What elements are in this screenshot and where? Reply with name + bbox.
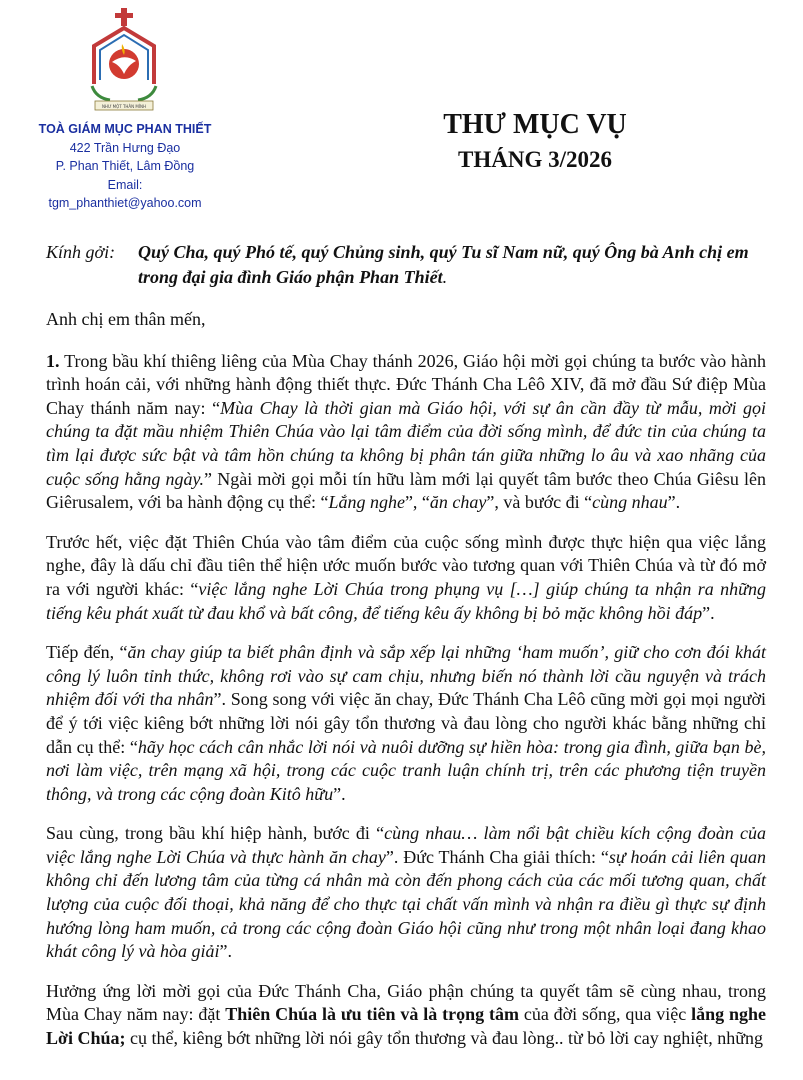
letter-title-block	[400, 106, 670, 176]
p1-quote: Mùa Chay là thời gian mà Giáo hội, với sự ân cần đầy từ mẫu, mời gọi chúng ta đặt mầu nhiệm Thiên Chúa vào lại tâm điểm của đời sống mình, để đức tin của chúng ta tìm lại được sức bật và tâm hồn chúng ta không bị phân tán giữa những lo âu và xao nhãng của cuộc sống hằng ngày.	[46, 397, 766, 489]
p1-text-e: ”.	[667, 492, 681, 513]
paragraph-2	[46, 531, 766, 625]
letter-title: THƯ MỤC VỤ	[443, 109, 627, 140]
leaves-icon	[92, 86, 156, 100]
p3-text-b: ”. Song song với việc ăn chay, Đức Thánh Cha Lêô cũng mời gọi mọi người để ý tới việc kiêng bớt những lời nói gây tổn thương và đau lòng cho người khác bằng những chỉ dẫn cụ thể: “	[46, 689, 766, 757]
p5-bold-2: lắng nghe Lời Chúa;	[46, 1004, 766, 1049]
p3-quote-2: hãy học cách cân nhắc lời nói và nuôi dưỡng sự hiền hòa: trong gia đình, giữa bạn bè, nơi làm việc, trên mạng xã hội, trong các cuộc tranh luận chính trị, trên các phương tiện truyền thông, và trong các cộng đoàn Kitô hữu	[46, 736, 766, 804]
sender-address: 422 Trần Hưng Đạo	[69, 140, 181, 155]
p1-text-d: ”, và bước đi “	[486, 492, 593, 513]
paragraph-5	[46, 980, 766, 1051]
p2-quote: việc lắng nghe Lời Chúa trong phụng vụ […] giúp chúng ta nhận ra những tiếng kêu phát xuất từ đau khổ và bất công, để tiếng kêu ấy không bị bỏ mặc không hồi đáp	[46, 578, 766, 623]
p4-text-a: Sau cùng, trong bầu khí hiệp hành, bước đi “	[46, 823, 385, 844]
p1-word-together: cùng nhau	[592, 492, 668, 513]
p4-quote-2: sự hoán cải liên quan không chỉ đến lương tâm của từng cá nhân mà còn đến phong cách của các mối tương quan, chất lượng của cuộc đối thoại, khả năng để cho thực tại chất vấn mình và nhận ra điều gì thực sự định hướng lòng ham muốn, cả trong các cộng đoàn Giáo hội cũng như trong một nhân loại đang khao khát công lý và hòa giải	[46, 846, 766, 962]
p5-text-b: của đời sống, qua việc	[518, 1004, 692, 1025]
p2-text-a: Trước hết, việc đặt Thiên Chúa vào tâm điểm của cuộc sống mình được thực hiện qua việc lắng nghe, đây là dấu chỉ đầu tiên thể hiện ước muốn bước vào tương quan với Thiên Chúa và từ đó mở ra với người khác: “	[46, 531, 766, 599]
paragraph-4	[46, 822, 766, 964]
sender-city: P. Phan Thiết, Lâm Đồng	[55, 159, 195, 173]
sender-org: TOÀ GIÁM MỤC PHAN THIẾT	[38, 122, 212, 136]
p3-text-a: Tiếp đến, “	[46, 642, 128, 663]
motto-text: NHƯ MỘT THÂN MÌNH	[101, 104, 147, 109]
p1-text-b: ” Ngài mời gọi mỗi tín hữu làm mới lại quyết tâm bước theo Chúa Giêsu lên Giêrusalem, với ba hành động cụ thể: “	[46, 468, 766, 513]
recipient-text-2: trong đại gia đình Giáo phận Phan Thiết	[138, 267, 443, 287]
p1-word-fast: ăn chay	[429, 492, 487, 513]
p1-word-listen: Lắng nghe	[328, 492, 405, 513]
sender-block	[30, 120, 220, 213]
paragraph-number: 1.	[46, 350, 60, 371]
p4-text-b: ”. Đức Thánh Cha giải thích: “	[385, 846, 609, 867]
p3-quote-1: ăn chay giúp ta biết phân định và sắp xếp lại những ‘ham muốn’, giữ cho cơn đói khát công lý luôn tỉnh thức, không rơi vào sự cam chịu, nhưng biến nó thành lời cầu nguyện và trách nhiệm đối với tha nhân	[46, 642, 766, 710]
p5-text-a: Hưởng ứng lời mời gọi của Đức Thánh Cha, Giáo phận chúng ta quyết tâm sẽ cùng nhau, trong Mùa Chay năm nay: đặt	[46, 980, 766, 1025]
recipient-text-1: Quý Cha, quý Phó tế, quý Chủng sinh, quý Tu sĩ Nam nữ, quý Ông bà Anh chị em	[138, 242, 749, 262]
p2-text-b: ”.	[702, 602, 715, 623]
p4-quote-1: cùng nhau… làm nổi bật chiều kích cộng đoàn của việc lắng nghe Lời Chúa và thực hành ăn chay	[46, 823, 766, 867]
diocese-crest-icon	[86, 6, 162, 116]
paragraph-3	[46, 641, 766, 806]
p1-text-a: Trong bầu khí thiêng liêng của Mùa Chay thánh 2026, Giáo hội mời gọi chúng ta bước vào hành trình hoán cải, với những hành động thiết thực. Đức Thánh Cha Lêô XIV, đã mở đầu Sứ điệp Mùa Chay thánh năm nay: “	[46, 350, 766, 418]
recipient-line-1	[46, 240, 776, 265]
p1-text-c: ”, “	[404, 492, 430, 513]
sender-email: Email: tgm_phanthiet@yahoo.com	[48, 177, 202, 210]
recipient-label: Kính gởi:	[46, 242, 116, 262]
p4-text-c: ”.	[219, 941, 232, 962]
letter-body	[46, 308, 766, 1067]
p5-text-c: cụ thể, kiêng bớt những lời nói gây tổn thương và đau lòng.. từ bỏ lời cay nghiệt, những	[125, 1028, 764, 1049]
letter-subtitle: THÁNG 3/2026	[458, 147, 612, 172]
recipient-line-2	[46, 265, 776, 290]
paragraph-1	[46, 350, 766, 515]
recipient-period: .	[442, 267, 448, 287]
p3-text-c: ”.	[333, 783, 346, 804]
dove-flame-icon	[109, 44, 139, 79]
salutation: Anh chị em thân mến,	[46, 309, 206, 329]
recipient-block	[46, 240, 776, 290]
p5-bold-1: Thiên Chúa là ưu tiên và là trọng tâm	[225, 1004, 519, 1025]
